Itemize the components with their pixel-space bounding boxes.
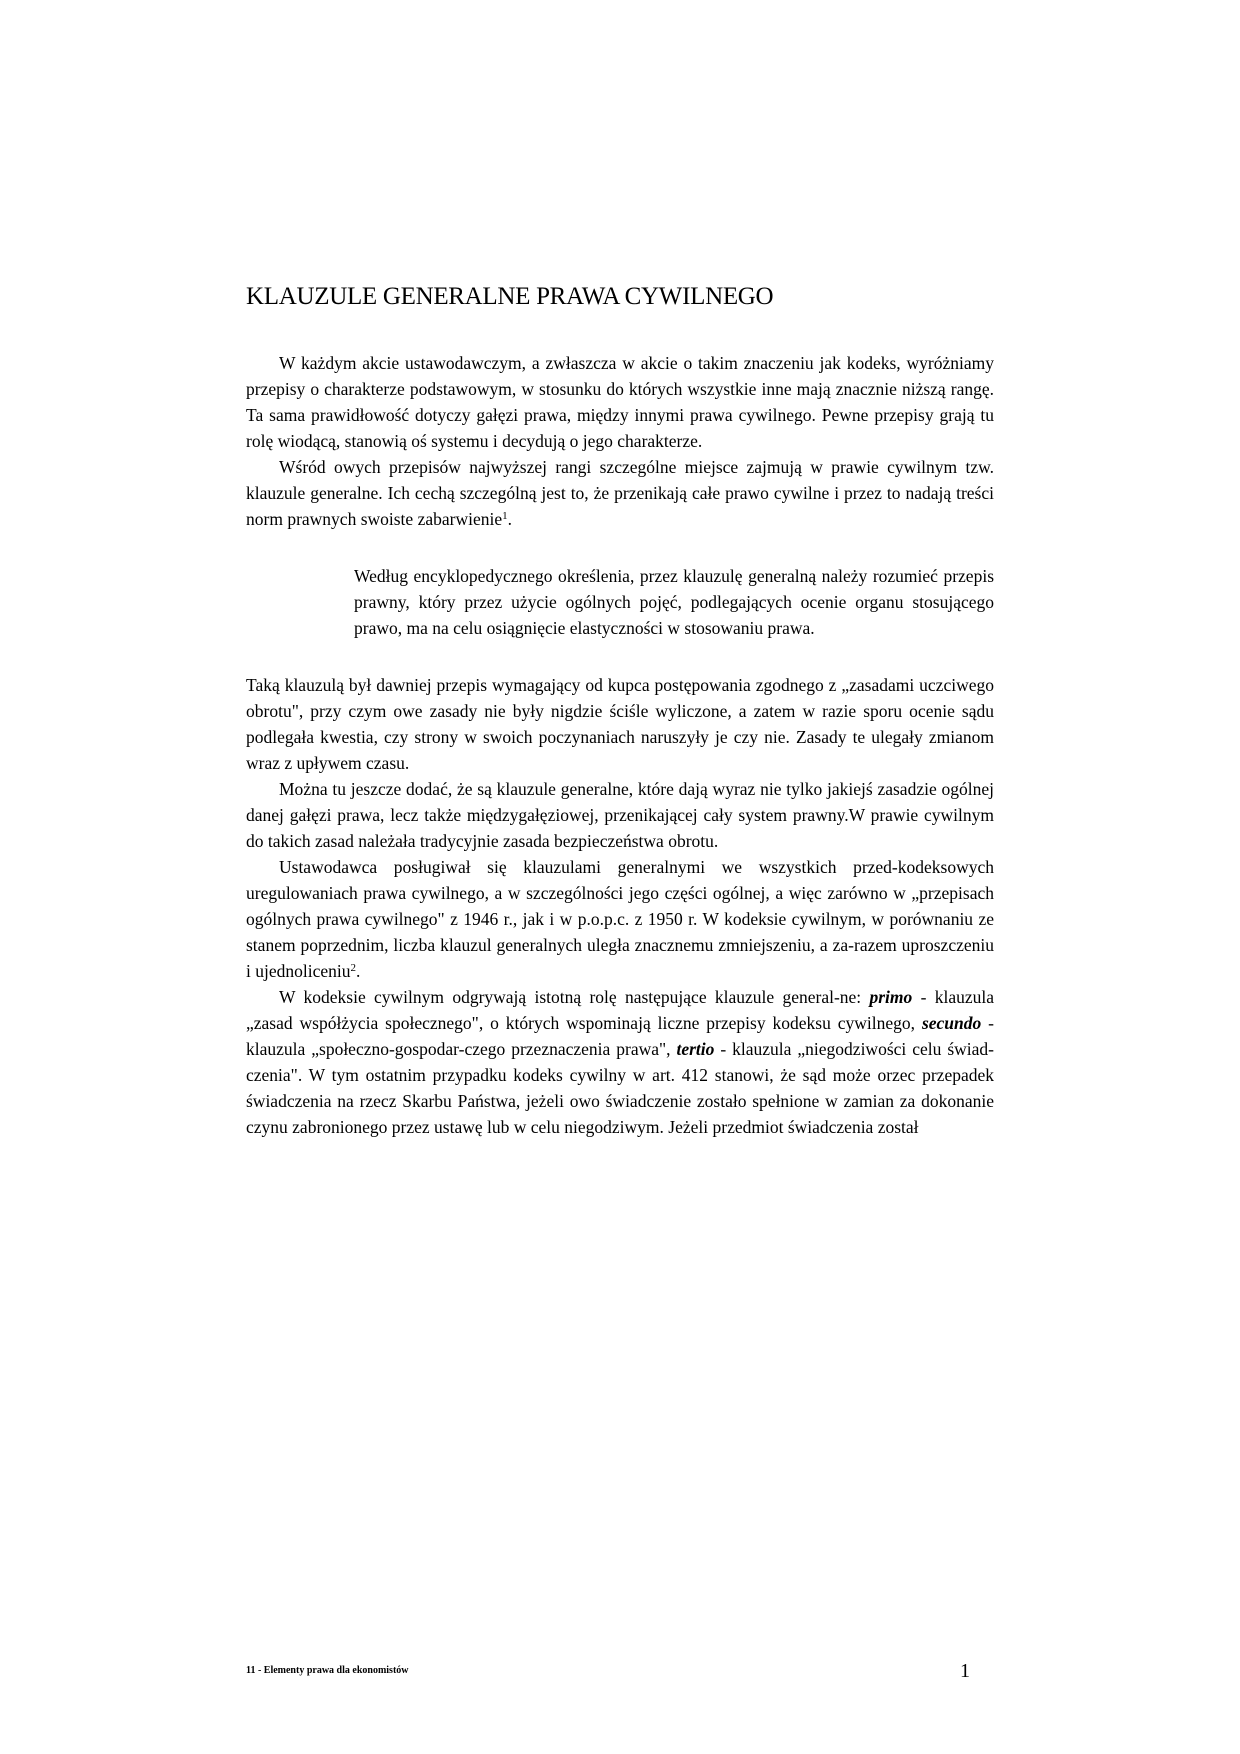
footer-source-label: 11 - Elementy prawa dla ekonomistów xyxy=(246,1665,409,1676)
paragraph-4: Można tu jeszcze dodać, że są klauzule generalne, które dają wyraz nie tylko jakiejś zasadzie ogólnej danej gałęzi prawa, lecz także międzygałęziowej, przenikającej cały system prawny.W prawie cywilnym do takich zasad należała tradycyjnie zasada bezpieczeństwa obrotu. xyxy=(246,779,994,851)
paragraph-5-text: Ustawodawca posługiwał się klauzulami generalnymi we wszystkich przed-kodeksowych uregulowaniach prawa cywilnego, a w szczególności jego części ogólnej, a więc zarówno w „przepisach ogólnych prawa cywilnego" z 1946 r., jak i w p.o.p.c. z 1950 r. W kodeksie cywilnym, w porównaniu ze stanem poprzednim, liczba klauzul generalnych uległa znacznemu zmniejszeniu, a za-razem uproszczeniu i ujednoliceniu xyxy=(246,857,994,981)
paragraph-5-end: . xyxy=(356,961,361,981)
footnote-ref-1[interactable]: 1 xyxy=(502,510,508,522)
document-body xyxy=(246,278,994,1140)
footnote-ref-2[interactable]: 2 xyxy=(350,962,356,974)
paragraph-6 xyxy=(246,984,994,1140)
term-primo: primo xyxy=(869,987,913,1007)
paragraph-6-part-d: - klauzula „niegodziwości celu świad-czenia". W tym ostatnim przypadku kodeks cywilny w art. 412 stanowi, że sąd może orzec przepadek świadczenia na rzecz Skarbu Państwa, jeżeli owo świadczenie zostało spełnione w zamian za dokonanie czynu zabronionego przez ustawę lub w celu niegodziwym. Jeżeli przedmiot świadczenia został xyxy=(246,1039,994,1137)
paragraph-5 xyxy=(246,854,994,984)
paragraph-1: W każdym akcie ustawodawczym, a zwłaszcza w akcie o takim znaczeniu jak kodeks, wyróżniamy przepisy o charakterze podstawowym, w stosunku do których wszystkie inne mają znacznie niższą rangę. Ta sama prawidłowość dotyczy gałęzi prawa, między innymi prawa cywilnego. Pewne przepisy grają tu rolę wiodącą, stanowią oś systemu i decydują o jego charakterze. xyxy=(246,353,994,451)
term-tertio: tertio xyxy=(676,1039,715,1059)
paragraph-6-part-b: - klauzula „zasad współżycia społecznego", o których wspominają liczne przepisy kodeksu cywilnego, xyxy=(246,987,994,1033)
document-title: KLAUZULE GENERALNE PRAWA CYWILNEGO xyxy=(246,283,774,310)
paragraph-2 xyxy=(246,454,994,532)
page-number: 1 xyxy=(960,1660,970,1682)
encyclopedic-definition-quote: Według encyklopedycznego określenia, przez klauzulę generalną należy rozumieć przepis prawny, który przez użycie ogólnych pojęć, podlegających ocenie organu stosującego prawo, ma na celu osiągnięcie elastyczności w stosowaniu prawa. xyxy=(354,566,994,638)
paragraph-3: Taką klauzulą był dawniej przepis wymagający od kupca postępowania zgodnego z „zasadami uczciwego obrotu", przy czym owe zasady nie były nigdzie ściśle wyliczone, a zatem w razie sporu ocenie sądu podlegała kwestia, czy strony w swoich poczynaniach naruszyły je czy nie. Zasady te ulegały zmianom wraz z upływem czasu. xyxy=(246,675,994,773)
paragraph-6-part-c: - klauzula „społeczno-gospodar-czego przeznaczenia prawa", xyxy=(246,1013,994,1059)
paragraph-6-part-a: W kodeksie cywilnym odgrywają istotną rolę następujące klauzule general-ne: xyxy=(279,987,870,1007)
term-secundo: secundo xyxy=(921,1013,982,1033)
paragraph-2-text: Wśród owych przepisów najwyższej rangi szczególne miejsce zajmują w prawie cywilnym tzw. klauzule generalne. Ich cechą szczególną jest to, że przenikają całe prawo cywilne i przez to nadają treści norm prawnych swoiste zabarwienie xyxy=(246,457,994,529)
paragraph-2-end: . xyxy=(507,509,512,529)
